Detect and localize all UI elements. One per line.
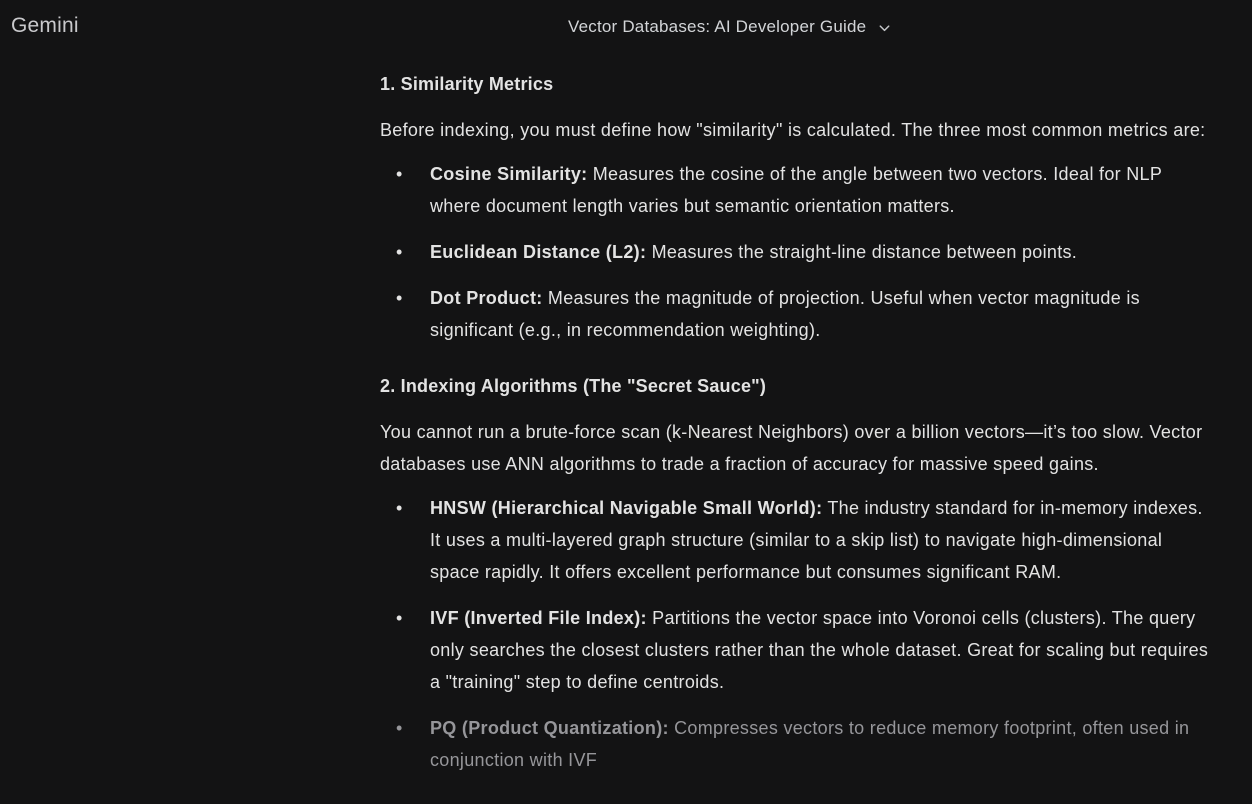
list-item-pq	[380, 712, 1212, 776]
list-item-ivf	[380, 602, 1212, 698]
list-item-hnsw	[380, 492, 1212, 588]
list-item-text: Measures the cosine of the angle between two vectors. Ideal for NLP where document length varies but semantic orientation matters.	[430, 164, 1162, 216]
list-item-text: The industry standard for in-memory indexes. It uses a multi-layered graph structure (similar to a skip list) to navigate high-dimensional space rapidly. It offers excellent performance but consumes significant RAM.	[430, 498, 1203, 582]
section-heading-1: 1. Similarity Metrics	[380, 74, 554, 94]
chevron-down-icon	[877, 21, 892, 36]
conversation-title: Vector Databases: AI Developer Guide	[568, 17, 867, 36]
algorithms-list	[380, 492, 1212, 776]
list-item-term: HNSW (Hierarchical Navigable Small World):	[430, 498, 823, 518]
section-heading-2: 2. Indexing Algorithms (The "Secret Sauce")	[380, 376, 767, 396]
section-intro-2: You cannot run a brute-force scan (k-Nearest Neighbors) over a billion vectors—it’s too slow. Vector databases use ANN algorithms to trade a fraction of accuracy for massive speed gains.	[380, 422, 1203, 474]
list-item-text: Partitions the vector space into Voronoi cells (clusters). The query only searches the closest clusters rather than the whole dataset. Great for scaling but requires a "training" step to define centroids.	[430, 608, 1209, 692]
list-item-dot-product	[380, 282, 1212, 346]
gemini-logo[interactable]: Gemini	[11, 14, 79, 37]
list-item-euclidean-distance	[380, 236, 1212, 268]
top-bar	[0, 0, 1252, 48]
list-item-text: Measures the straight-line distance between points.	[651, 242, 1078, 262]
list-item-cosine-similarity	[380, 158, 1212, 222]
list-item-term: IVF (Inverted File Index):	[430, 608, 647, 628]
section-intro-1: Before indexing, you must define how "similarity" is calculated. The three most common metrics are:	[380, 120, 1206, 140]
list-item-text: Measures the magnitude of projection. Useful when vector magnitude is significant (e.g., in recommendation weighting).	[430, 288, 1140, 340]
metrics-list	[380, 158, 1212, 346]
list-item-term: Dot Product:	[430, 288, 543, 308]
list-item-term: Euclidean Distance (L2):	[430, 242, 647, 262]
list-item-term: PQ (Product Quantization):	[430, 718, 669, 738]
conversation-title-menu[interactable]	[568, 17, 892, 37]
list-item-term: Cosine Similarity:	[430, 164, 588, 184]
list-item-text: Compresses vectors to reduce memory footprint, often used in conjunction with IVF	[430, 718, 1190, 770]
response-content	[380, 72, 1212, 804]
